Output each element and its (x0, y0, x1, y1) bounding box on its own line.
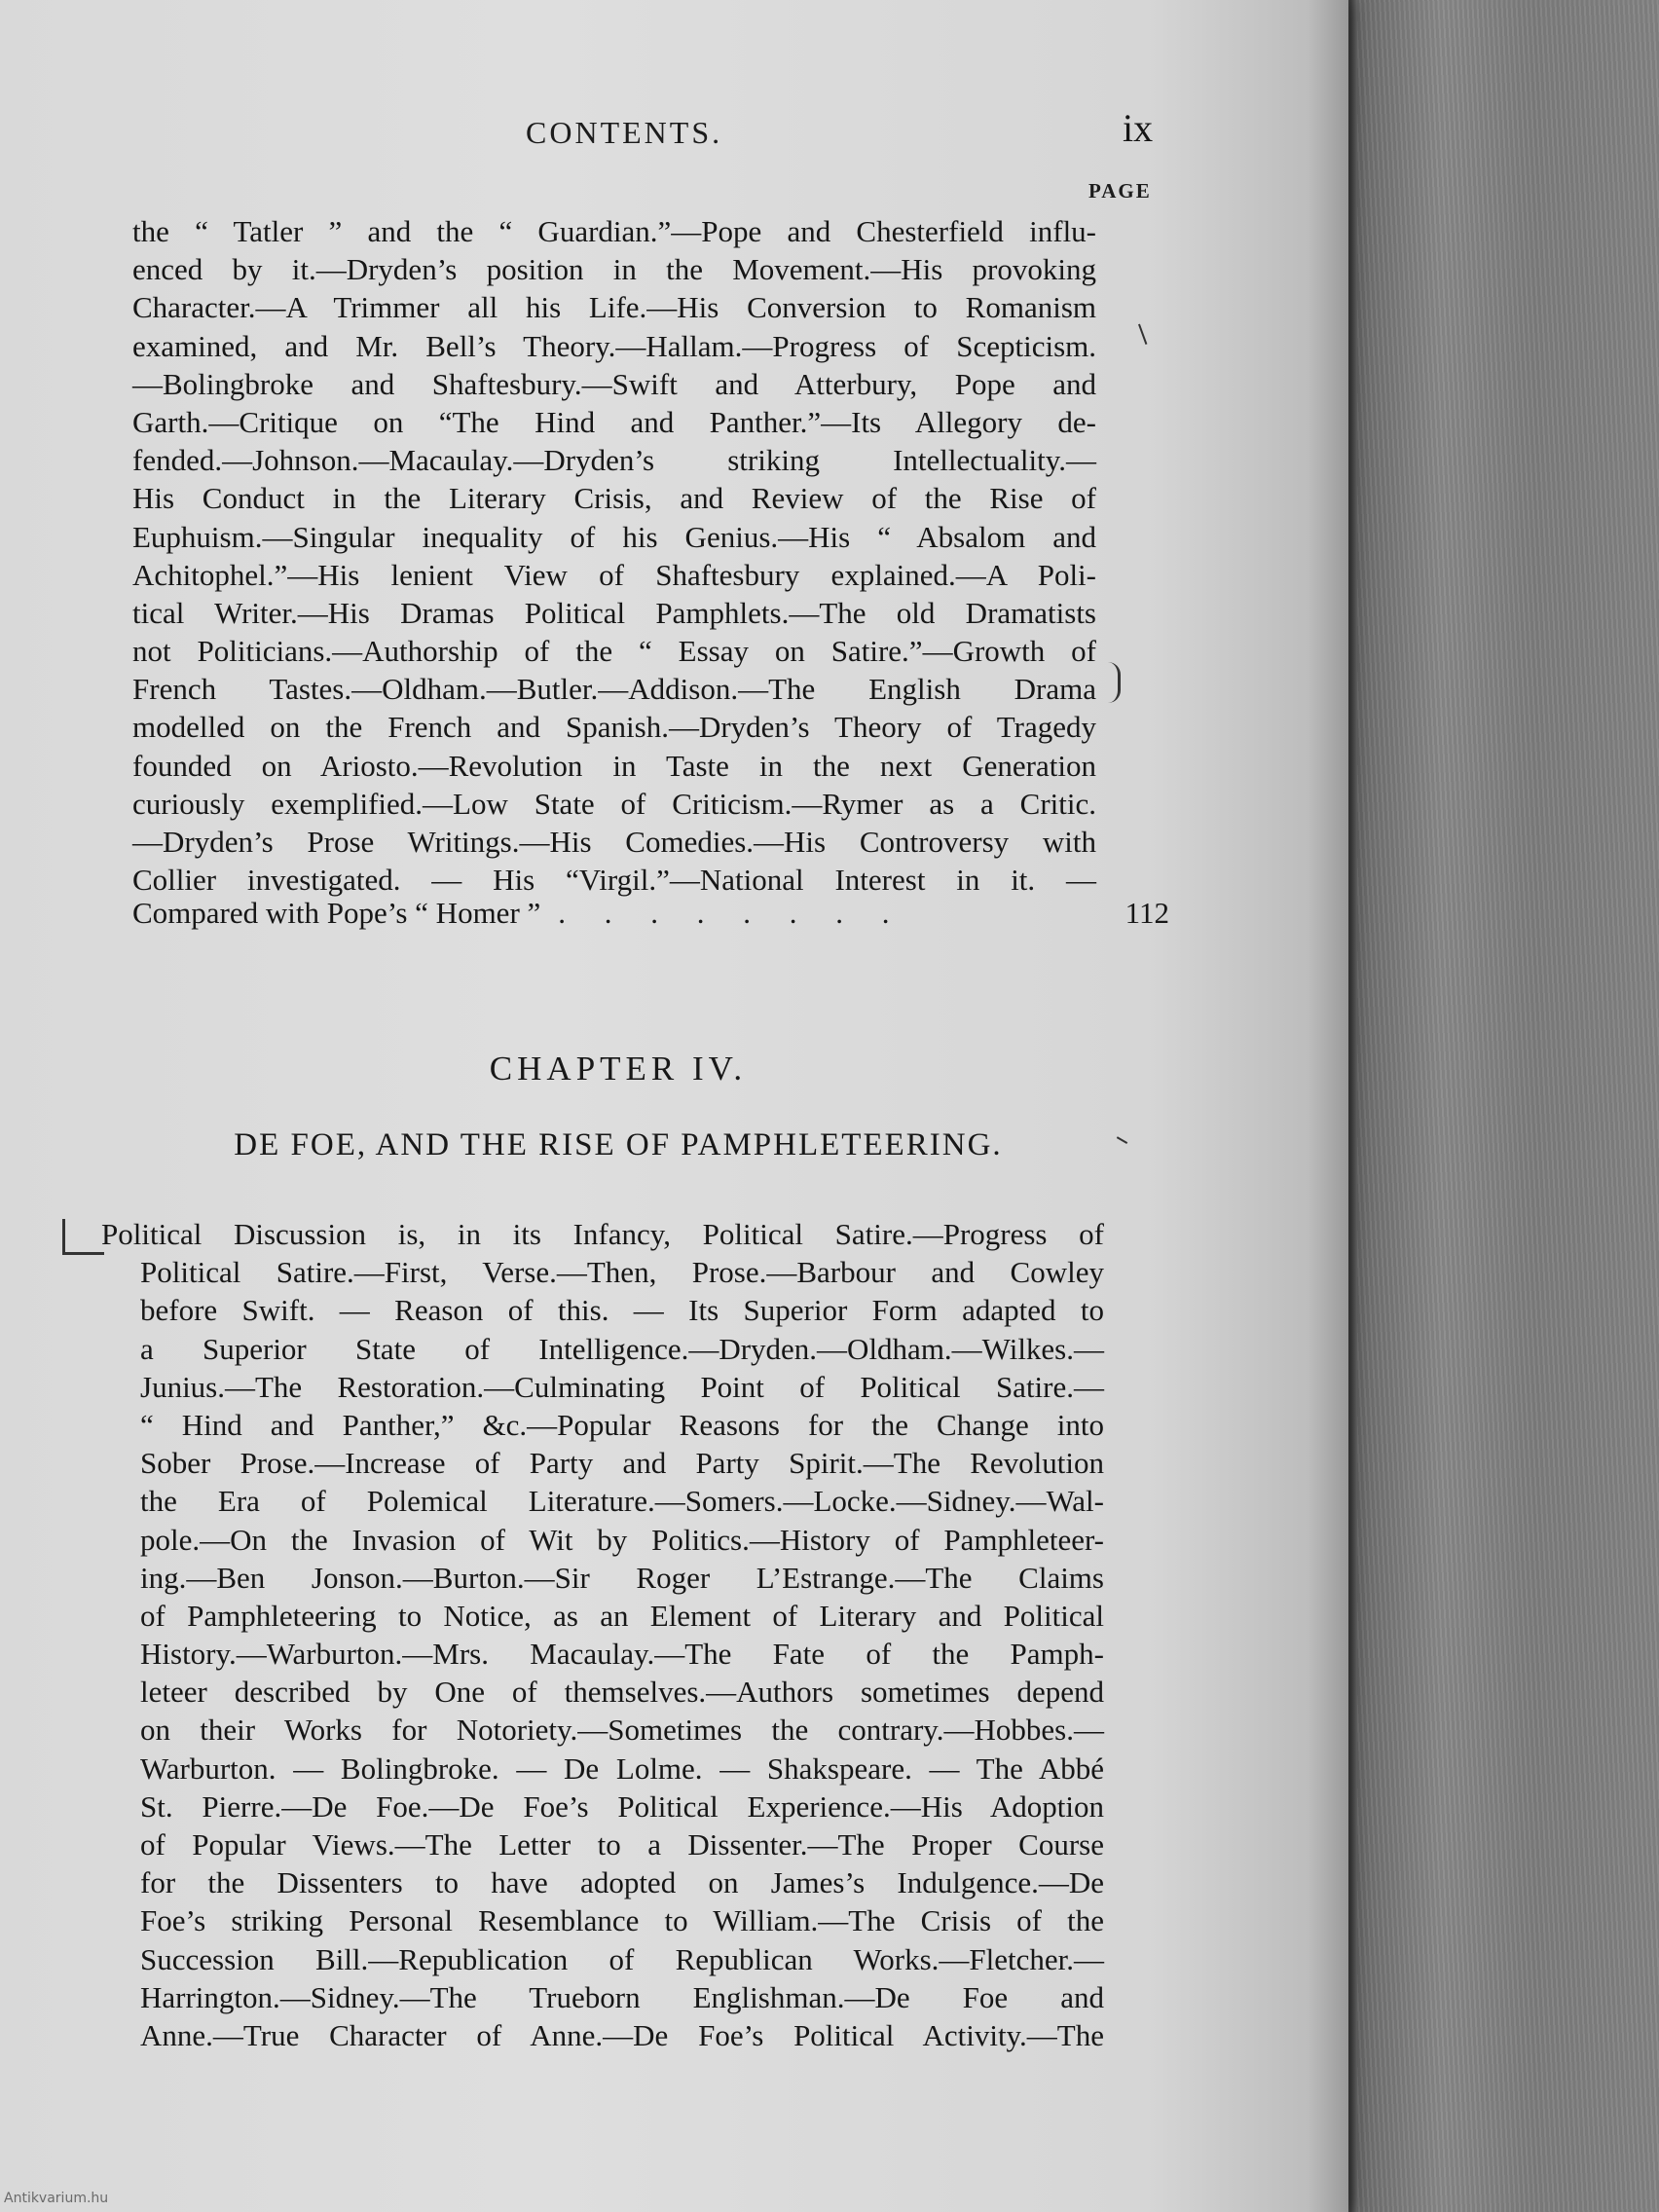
text-line: the “ Tatler ” and the “ Guardian.”—Pope and Chesterfield influ- (132, 214, 1096, 248)
toc-page-number: 112 (1124, 896, 1169, 930)
text-line: of Popular Views.—The Letter to a Dissenter.—The Proper Course (140, 1827, 1104, 1862)
text-line: on their Works for Notoriety.—Sometimes the contrary.—Hobbes.— (140, 1713, 1104, 1748)
text-line: modelled on the French and Spanish.—Dryden’s Theory of Tragedy (132, 710, 1096, 745)
running-head: CONTENTS. (526, 115, 723, 150)
text-line: “ Hind and Panther,” &c.—Popular Reasons for the Change into (140, 1407, 1104, 1442)
watermark: Antikvarium.hu (4, 2191, 109, 2206)
text-line: Anne.—True Character of Anne.—De Foe’s Political Activity.—The (140, 2017, 1104, 2052)
text-line: Foe’s striking Personal Resemblance to William.—The Crisis of the (140, 1903, 1104, 1938)
text-line: the Era of Polemical Literature.—Somers.—Locke.—Sidney.—Wal- (140, 1484, 1104, 1519)
chapter-subtitle: DE FOE, AND THE RISE OF PAMPHLETEERING. (234, 1127, 1003, 1162)
text-line: Political Discussion is, in its Infancy, Political Satire.—Progress of (101, 1217, 1104, 1251)
text-line: Political Satire.—First, Verse.—Then, Prose.—Barbour and Cowley (140, 1255, 1104, 1290)
pencil-corner-mark (62, 1219, 104, 1255)
text-line: St. Pierre.—De Foe.—De Foe’s Political Experience.—His Adoption (140, 1788, 1104, 1824)
text-line: —Bolingbroke and Shaftesbury.—Swift and Atterbury, Pope and (132, 366, 1096, 401)
text-line: ing.—Ben Jonson.—Burton.—Sir Roger L’Estrange.—The Claims (140, 1560, 1104, 1595)
text-line: founded on Ariosto.—Revolution in Taste in the next Generation (132, 748, 1096, 783)
text-line: a Superior State of Intelligence.—Dryden.—Oldham.—Wilkes.— (140, 1331, 1104, 1366)
text-line: leteer described by One of themselves.—Authors sometimes depend (140, 1675, 1104, 1710)
text-line: French Tastes.—Oldham.—Butler.—Addison.—The English Drama (132, 672, 1096, 707)
chapter-3-summary (132, 212, 1096, 899)
text-line: Junius.—The Restoration.—Culminating Point of Political Satire.— (140, 1369, 1104, 1404)
chapter-title: CHAPTER IV. (489, 1050, 748, 1088)
text-line: Warburton. — Bolingbroke. — De Lolme. — Shakspeare. — The Abbé (140, 1751, 1104, 1786)
text-line: of Pamphleteering to Notice, as an Element of Literary and Political (140, 1598, 1104, 1633)
text-line: tical Writer.—His Dramas Political Pamphlets.—The old Dramatists (132, 595, 1096, 630)
text-line: Collier investigated. — His “Virgil.”—National Interest in it. — (132, 863, 1096, 898)
text-line: enced by it.—Dryden’s position in the Movement.—His provoking (132, 252, 1096, 287)
text-line: His Conduct in the Literary Crisis, and Review of the Rise of (132, 481, 1096, 516)
page-folio: ix (1123, 106, 1154, 150)
toc-entry-text: Compared with Pope’s “ Homer ” (132, 896, 541, 930)
text-line: Succession Bill.—Republication of Republican Works.—Fletcher.— (140, 1941, 1104, 1976)
text-line: fended.—Johnson.—Macaulay.—Dryden’s striking Intellectuality.— (132, 443, 1096, 478)
text-line: History.—Warburton.—Mrs. Macaulay.—The Fate of the Pamph- (140, 1637, 1104, 1672)
text-line: pole.—On the Invasion of Wit by Politics.—History of Pamphleteer- (140, 1522, 1104, 1557)
text-line: curiously exemplified.—Low State of Criticism.—Rymer as a Critic. (132, 786, 1096, 821)
text-line: —Dryden’s Prose Writings.—His Comedies.—His Controversy with (132, 825, 1096, 859)
text-line: Garth.—Critique on “The Hind and Panther.”—Its Allegory de- (132, 404, 1096, 439)
book-binding-background (1348, 0, 1659, 2212)
text-line: for the Dissenters to have adopted on James’s Indulgence.—De (140, 1865, 1104, 1900)
text-line: Euphuism.—Singular inequality of his Genius.—His “ Absalom and (132, 519, 1096, 554)
text-line: before Swift. — Reason of this. — Its Superior Form adapted to (140, 1293, 1104, 1328)
chapter-4-summary (101, 1215, 1104, 2054)
text-line: Character.—A Trimmer all his Life.—His Conversion to Romanism (132, 290, 1096, 325)
text-line: Harrington.—Sidney.—The Trueborn Englishman.—De Foe and (140, 1979, 1104, 2014)
page-column-label: PAGE (1088, 179, 1152, 203)
toc-entry-last-line (132, 894, 1169, 933)
text-line: Achitophel.”—His lenient View of Shaftesbury explained.—A Poli- (132, 557, 1096, 592)
dot-leaders: . . . . . . . . (558, 896, 905, 930)
pencil-mark (1129, 324, 1148, 349)
pencil-bracket-mark (1108, 662, 1121, 703)
text-line: examined, and Mr. Bell’s Theory.—Hallam.—Progress of Scepticism. (132, 328, 1096, 363)
text-line: not Politicians.—Authorship of the “ Essay on Satire.”—Growth of (132, 634, 1096, 669)
text-line: Sober Prose.—Increase of Party and Party Spirit.—The Revolution (140, 1446, 1104, 1481)
